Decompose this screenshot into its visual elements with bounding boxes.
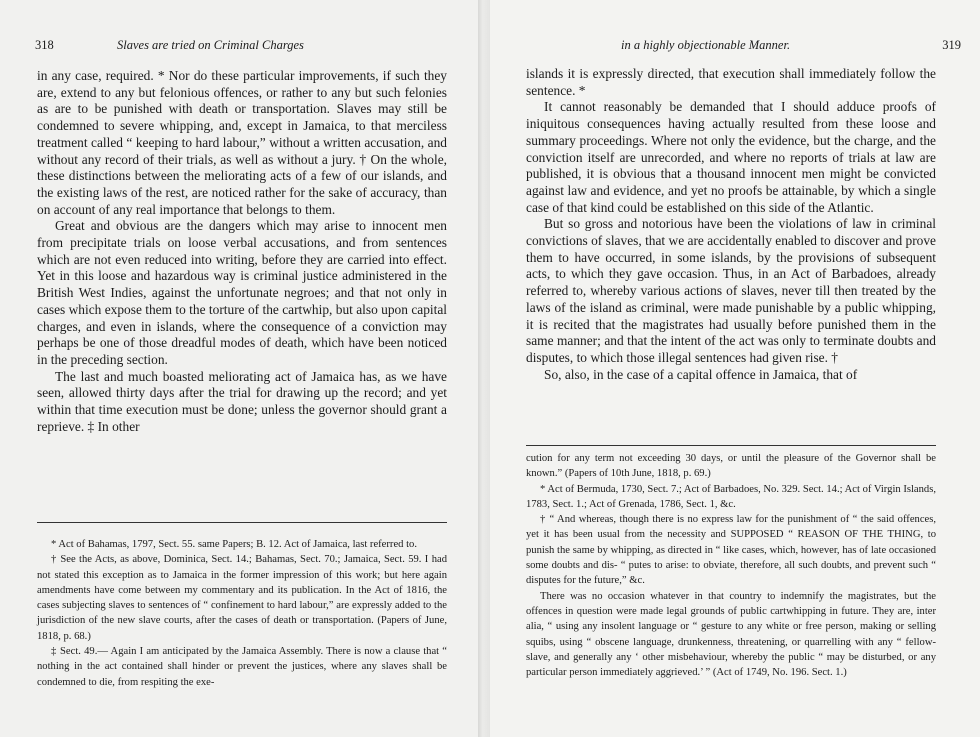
left-footnote-3: ‡ Sect. 49.— Again I am anticipated by the Jamaica Assembly. There is now a clause that “ nothing in the act contained shall hinder or prevent the justices, where any slaves shall be condemned to die, from respiting the exe- — [37, 646, 447, 688]
right-running-title: in a highly objectionable Manner. — [621, 38, 791, 52]
right-body-text — [526, 66, 936, 383]
left-page — [0, 0, 478, 737]
right-footnotes — [526, 451, 936, 680]
right-paragraph-1: islands it is expressly directed, that execution shall immediately follow the sentence. * — [526, 66, 936, 98]
right-footnote-1: * Act of Bermuda, 1730, Sect. 7.; Act of Barbadoes, No. 329. Sect. 14.; Act of Virgin Islands, 1783, Sect. 1.; Act of Grenada, 1786, Sect. 1, &c. — [526, 483, 936, 510]
left-footnote-rule — [37, 522, 447, 523]
left-paragraph-3: The last and much boasted meliorating act of Jamaica has, as we have seen, allowed thirty days after the trial for drawing up the record; and yet within that time execution must be done; unless the governor should grant a reprieve. ‡ In other — [37, 368, 447, 434]
left-paragraph-1: in any case, required. * Nor do these particular improvements, if such they are, extend to any but felonious offences, or rather to any but such felonies as are to be punished with death or transportation. Slaves may still be condemned to severe whipping, and, except in Jamaica, to that merciless treatment called “ keeping to hard labour,” without a written accusation, and without any record of their trials, as well as without a jury. † On the whole, these distinctions between the meliorating acts of a few of our islands, and the existing laws of the rest, are noticed rather for the sake of accuracy, than on account of any real importance that belongs to them. — [37, 68, 447, 217]
right-page-number: 319 — [942, 38, 961, 52]
right-paragraph-4: So, also, in the case of a capital offence in Jamaica, that of — [544, 366, 858, 382]
left-footnote-2: † See the Acts, as above, Dominica, Sect. 14.; Bahamas, Sect. 70.; Jamaica, Sect. 59. I had not stated this exception as to Jamaica in the former impression of this work; but here again amendments have come between my commentary and its publication. In the Act of 1816, the cases subjecting slaves to sentences of “ confinement to hard labour,” are expressly added to the jurisdiction of the new slave courts, after the cases of death or transportation. (Papers of June, 1818, p. 68.) — [37, 554, 447, 642]
right-running-head — [621, 38, 961, 54]
left-body-text — [37, 68, 447, 435]
left-footnotes — [37, 537, 447, 690]
right-footnote-2-continued: There was no occasion whatever in that country to indemnify the magistrates, but the offences in question were made legal grounds of public cartwhipping in future. They are, inter alia, “ using any insolent language or “ gesture to any white or free person, making or selling squibs, using “ obscene language, drunkenness, threatening, or quarrelling with any “ fellow-slave, and generally any ‘ other misbehaviour, whereby the public “ may be disturbed, or any particular person immediately aggrieved.’ ” (Act of 1749, No. 196. Sect. 1.) — [526, 590, 936, 679]
right-page — [490, 0, 980, 737]
right-paragraph-3: But so gross and notorious have been the violations of law in criminal convictions of slaves, that we are accidentally enabled to discover and prove them to have occurred, in some islands, by the provisions of subsequent acts, to which they gave occasion. Thus, in an Act of Barbadoes, already referred to, whereby various actions of slaves, never till then treated by the laws of the island as criminal, were made punishable by a public whipping, it is recited that the magistrates had usually before punished them in the same manner; and that the intent of the act was only to terminate doubts and disputes, to which those illegal sentences had given rise. † — [526, 216, 936, 365]
right-footnote-rule — [526, 445, 936, 446]
book-gutter — [478, 0, 490, 737]
right-footnote-continued: cution for any term not exceeding 30 days, or until the pleasure of the Governor shall be known.” (Papers of 10th June, 1818, p. 69.) — [526, 453, 936, 480]
left-running-head — [35, 38, 450, 54]
left-footnote-1: * Act of Bahamas, 1797, Sect. 55. same Papers; B. 12. Act of Jamaica, last referred to. — [51, 539, 417, 550]
left-page-number: 318 — [35, 38, 54, 52]
right-footnote-2: † “ And whereas, though there is no express law for the punishment of “ the said offences, yet it has been usual from the necessity and SUPPOSED “ REASON OF THE THING, to punish the same by whipping, as directed in “ like cases, which, however, has of late occasioned some doubts and dis- “ putes to arise: to obviate, therefore, all such doubts, and prevent such “ disputes for the future,” &c. — [526, 514, 936, 587]
left-paragraph-2: Great and obvious are the dangers which may arise to innocent men from precipitate trials on loose verbal accusations, and from sentences which are not even reduced into writing, before they are carried into effect. Yet in this loose and hazardous way is criminal justice administered in the British West Indies, against the unfortunate negroes; and that not only in cases which expose them to the torture of the cartwhip, but also upon capital charges, and even in islands, where the consequence of a conviction may perhaps be one of those dreadful modes of death, which have been noticed in the preceding section. — [37, 218, 447, 367]
left-running-title: Slaves are tried on Criminal Charges — [117, 38, 304, 52]
right-paragraph-2: It cannot reasonably be demanded that I should adduce proofs of iniquitous consequences having actually resulted from these loose and summary proceedings. Where not only the evidence, but the charge, and the conviction itself are unrecorded, and where no reports of trials at law are published, it is obvious that a thousand innocent men might be convicted against law and evidence, and yet no proofs be attainable, by which a single case of that kind could be established on this side of the Atlantic. — [526, 99, 936, 215]
